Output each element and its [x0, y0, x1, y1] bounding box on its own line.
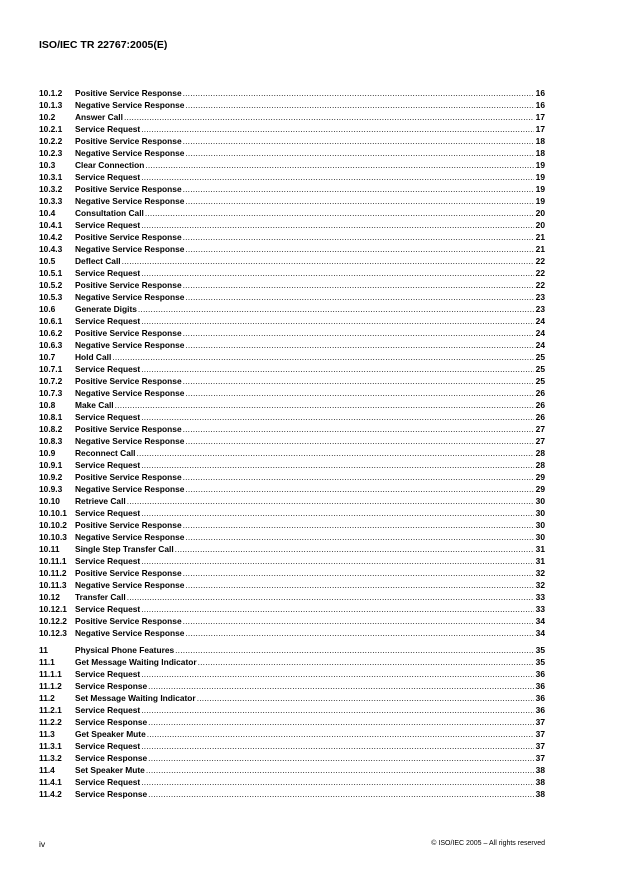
toc-entry-number: 10.11.3	[39, 580, 67, 590]
toc-entry-page: 22	[535, 256, 545, 266]
toc-entry-page: 24	[535, 328, 545, 338]
toc-entry-number: 10.2.2	[39, 136, 63, 146]
toc-entry-title: Consultation Call	[75, 208, 144, 218]
toc-entry[interactable]	[39, 471, 545, 483]
toc-dot-leader	[138, 303, 534, 315]
toc-entry-page: 34	[535, 616, 545, 626]
toc-dot-leader	[146, 764, 534, 776]
toc-entry[interactable]	[39, 279, 545, 291]
toc-entry[interactable]	[39, 123, 545, 135]
toc-entry-title: Service Request	[75, 220, 141, 230]
toc-entry-number: 10.6.2	[39, 328, 63, 338]
toc-entry[interactable]	[39, 483, 545, 495]
toc-entry-page: 37	[535, 729, 545, 739]
toc-dot-leader	[185, 147, 534, 159]
toc-entry-number: 11.2.1	[39, 705, 62, 715]
toc-dot-leader	[183, 519, 534, 531]
toc-entry-page: 37	[535, 753, 545, 763]
toc-entry-number: 10.5	[39, 256, 56, 266]
toc-entry-number: 10.5.2	[39, 280, 63, 290]
toc-entry[interactable]	[39, 704, 545, 716]
toc-dot-leader	[183, 327, 534, 339]
toc-dot-leader	[148, 752, 534, 764]
toc-entry-number: 11	[39, 645, 48, 655]
toc-entry[interactable]	[39, 447, 545, 459]
toc-entry[interactable]	[39, 99, 545, 111]
toc-entry-number: 10.7.3	[39, 388, 63, 398]
toc-entry[interactable]	[39, 339, 545, 351]
toc-dot-leader	[183, 615, 534, 627]
toc-entry-page: 38	[535, 789, 545, 799]
toc-entry-title: Get Speaker Mute	[75, 729, 146, 739]
toc-entry-number: 10.6.3	[39, 340, 63, 350]
toc-dot-leader	[185, 627, 534, 639]
toc-entry-page: 26	[535, 388, 545, 398]
toc-entry[interactable]	[39, 591, 545, 603]
toc-entry[interactable]	[39, 644, 545, 656]
toc-entry-number: 10.5.1	[39, 268, 63, 278]
toc-dot-leader	[141, 171, 534, 183]
toc-entry-title: Generate Digits	[75, 304, 137, 314]
toc-entry-title: Negative Service Response	[75, 244, 185, 254]
toc-dot-leader	[183, 279, 534, 291]
toc-entry-title: Positive Service Response	[75, 328, 182, 338]
toc-dot-leader	[141, 603, 534, 615]
toc-entry-title: Deflect Call	[75, 256, 121, 266]
toc-entry-number: 11.4.2	[39, 789, 62, 799]
toc-entry[interactable]	[39, 495, 545, 507]
toc-entry-number: 10.10.1	[39, 508, 67, 518]
toc-entry-title: Hold Call	[75, 352, 112, 362]
toc-entry[interactable]	[39, 692, 545, 704]
toc-entry-page: 26	[535, 400, 545, 410]
toc-entry-number: 10.1.3	[39, 100, 63, 110]
toc-entry-title: Negative Service Response	[75, 196, 185, 206]
toc-entry-title: Service Response	[75, 789, 148, 799]
toc-entry[interactable]	[39, 519, 545, 531]
toc-entry-title: Service Response	[75, 681, 148, 691]
toc-entry-number: 11.1	[39, 657, 55, 667]
toc-entry-title: Service Request	[75, 124, 141, 134]
toc-entry-title: Service Request	[75, 604, 141, 614]
toc-entry-page: 29	[535, 484, 545, 494]
toc-entry-number: 11.1.1	[39, 669, 62, 679]
toc-dot-leader	[115, 399, 534, 411]
toc-entry[interactable]	[39, 459, 545, 471]
toc-entry[interactable]	[39, 267, 545, 279]
toc-entry[interactable]	[39, 219, 545, 231]
toc-dot-leader	[141, 123, 534, 135]
copyright-notice: © ISO/IEC 2005 – All rights reserved	[431, 840, 545, 847]
toc-entry-page: 21	[535, 244, 545, 254]
toc-dot-leader	[183, 375, 534, 387]
toc-entry[interactable]	[39, 507, 545, 519]
toc-entry-number: 10.3.2	[39, 184, 63, 194]
toc-dot-leader	[148, 788, 534, 800]
toc-entry-page: 36	[535, 681, 545, 691]
toc-entry-page: 22	[535, 268, 545, 278]
toc-dot-leader	[127, 591, 534, 603]
toc-entry-page: 24	[535, 340, 545, 350]
toc-entry-page: 26	[535, 412, 545, 422]
toc-dot-leader	[183, 231, 534, 243]
toc-entry-page: 31	[535, 556, 545, 566]
toc-entry[interactable]	[39, 291, 545, 303]
toc-entry-page: 38	[535, 777, 545, 787]
toc-entry-number: 10.4.1	[39, 220, 63, 230]
document-header: ISO/IEC TR 22767:2005(E)	[39, 39, 168, 51]
toc-dot-leader	[185, 99, 534, 111]
toc-entry-page: 23	[535, 292, 545, 302]
toc-entry-title: Negative Service Response	[75, 388, 185, 398]
toc-entry-number: 10.7	[39, 352, 56, 362]
toc-entry-number: 10.3.1	[39, 172, 63, 182]
toc-entry[interactable]	[39, 327, 545, 339]
toc-dot-leader	[185, 483, 534, 495]
toc-entry-title: Service Request	[75, 316, 141, 326]
toc-entry-title: Service Request	[75, 556, 141, 566]
toc-entry[interactable]	[39, 147, 545, 159]
toc-entry-number: 10.3.3	[39, 196, 63, 206]
toc-entry-page: 20	[535, 208, 545, 218]
toc-entry-title: Service Request	[75, 777, 141, 787]
toc-entry-page: 18	[535, 136, 545, 146]
toc-entry-page: 33	[535, 592, 545, 602]
toc-entry-title: Reconnect Call	[75, 448, 136, 458]
toc-entry-number: 10.10.3	[39, 532, 67, 542]
toc-entry-number: 10.11.1	[39, 556, 67, 566]
toc-entry-page: 20	[535, 220, 545, 230]
toc-entry[interactable]	[39, 776, 545, 788]
toc-entry-number: 10.1.2	[39, 88, 63, 98]
toc-entry-page: 35	[535, 645, 545, 655]
toc-dot-leader	[141, 668, 534, 680]
toc-entry-page: 38	[535, 765, 545, 775]
toc-entry[interactable]	[39, 315, 545, 327]
toc-dot-leader	[183, 183, 534, 195]
toc-entry[interactable]	[39, 788, 545, 800]
toc-entry-number: 10.3	[39, 160, 56, 170]
toc-dot-leader	[112, 351, 534, 363]
toc-entry-title: Negative Service Response	[75, 628, 185, 638]
toc-entry-page: 19	[535, 160, 545, 170]
toc-entry-number: 11.4.1	[39, 777, 62, 787]
toc-dot-leader	[175, 543, 534, 555]
toc-entry-number: 10.10.2	[39, 520, 67, 530]
toc-entry-number: 10.6.1	[39, 316, 63, 326]
toc-entry-page: 25	[535, 376, 545, 386]
toc-entry-page: 37	[535, 741, 545, 751]
toc-entry-title: Negative Service Response	[75, 292, 185, 302]
toc-entry-number: 11.3.1	[39, 741, 62, 751]
toc-entry-title: Service Response	[75, 717, 148, 727]
toc-entry-number: 10.7.2	[39, 376, 63, 386]
toc-dot-leader	[127, 495, 534, 507]
toc-entry[interactable]	[39, 740, 545, 752]
toc-entry-number: 10.5.3	[39, 292, 63, 302]
toc-entry-number: 10.11	[39, 544, 60, 554]
toc-entry-page: 16	[535, 88, 545, 98]
toc-dot-leader	[185, 195, 534, 207]
toc-entry[interactable]	[39, 111, 545, 123]
toc-entry-page: 28	[535, 448, 545, 458]
toc-entry-title: Service Request	[75, 705, 141, 715]
toc-dot-leader	[141, 459, 534, 471]
toc-dot-leader	[122, 255, 534, 267]
toc-entry[interactable]	[39, 387, 545, 399]
toc-entry-number: 10.10	[39, 496, 60, 506]
toc-entry-title: Answer Call	[75, 112, 123, 122]
toc-entry-number: 11.1.2	[39, 681, 62, 691]
toc-entry-number: 10.12.3	[39, 628, 67, 638]
toc-entry-page: 16	[535, 100, 545, 110]
toc-entry-page: 36	[535, 693, 545, 703]
toc-entry-page: 30	[535, 532, 545, 542]
toc-entry-number: 10.2.1	[39, 124, 63, 134]
toc-entry-number: 10.8.1	[39, 412, 63, 422]
toc-entry-number: 10.2	[39, 112, 56, 122]
toc-entry-number: 10.9.3	[39, 484, 63, 494]
toc-entry-title: Negative Service Response	[75, 340, 185, 350]
toc-entry[interactable]	[39, 603, 545, 615]
toc-entry-page: 23	[535, 304, 545, 314]
toc-dot-leader	[141, 411, 534, 423]
toc-dot-leader	[141, 315, 534, 327]
toc-entry-page: 28	[535, 460, 545, 470]
toc-dot-leader	[148, 716, 534, 728]
toc-entry-page: 36	[535, 705, 545, 715]
toc-entry-page: 35	[535, 657, 545, 667]
toc-entry[interactable]	[39, 87, 545, 99]
toc-entry[interactable]	[39, 351, 545, 363]
toc-entry-page: 21	[535, 232, 545, 242]
toc-entry-page: 19	[535, 196, 545, 206]
toc-entry-number: 11.4	[39, 765, 55, 775]
toc-dot-leader	[141, 363, 534, 375]
toc-entry-number: 10.8.2	[39, 424, 63, 434]
toc-entry-title: Positive Service Response	[75, 520, 182, 530]
toc-dot-leader	[183, 471, 534, 483]
toc-entry-number: 10.11.2	[39, 568, 67, 578]
toc-dot-leader	[197, 692, 534, 704]
toc-entry[interactable]	[39, 171, 545, 183]
toc-entry-title: Service Request	[75, 741, 141, 751]
toc-entry-page: 25	[535, 352, 545, 362]
toc-entry-title: Physical Phone Features	[75, 645, 175, 655]
toc-entry-title: Negative Service Response	[75, 532, 185, 542]
toc-dot-leader	[147, 728, 534, 740]
toc-entry-title: Positive Service Response	[75, 616, 182, 626]
toc-entry[interactable]	[39, 399, 545, 411]
toc-dot-leader	[183, 423, 534, 435]
toc-entry[interactable]	[39, 764, 545, 776]
toc-entry-number: 10.12.1	[39, 604, 67, 614]
toc-entry-page: 19	[535, 184, 545, 194]
toc-entry-title: Service Request	[75, 364, 141, 374]
toc-dot-leader	[185, 579, 534, 591]
toc-entry-page: 34	[535, 628, 545, 638]
toc-entry[interactable]	[39, 656, 545, 668]
toc-entry[interactable]	[39, 183, 545, 195]
toc-dot-leader	[141, 704, 534, 716]
toc-dot-leader	[145, 159, 534, 171]
toc-entry-title: Make Call	[75, 400, 114, 410]
toc-entry[interactable]	[39, 567, 545, 579]
toc-entry-page: 24	[535, 316, 545, 326]
toc-entry[interactable]	[39, 231, 545, 243]
toc-entry[interactable]	[39, 423, 545, 435]
toc-entry-title: Service Request	[75, 172, 141, 182]
toc-dot-leader	[141, 267, 534, 279]
table-of-contents	[39, 87, 545, 800]
toc-entry[interactable]	[39, 752, 545, 764]
toc-entry[interactable]	[39, 411, 545, 423]
toc-entry[interactable]	[39, 303, 545, 315]
toc-entry-title: Service Request	[75, 460, 141, 470]
toc-entry[interactable]	[39, 668, 545, 680]
toc-entry[interactable]	[39, 716, 545, 728]
toc-entry[interactable]	[39, 579, 545, 591]
toc-dot-leader	[137, 447, 534, 459]
toc-entry-title: Single Step Transfer Call	[75, 544, 174, 554]
toc-entry-number: 10.6	[39, 304, 56, 314]
toc-entry[interactable]	[39, 680, 545, 692]
toc-entry-title: Get Message Waiting Indicator	[75, 657, 197, 667]
toc-entry-page: 30	[535, 508, 545, 518]
toc-entry-number: 10.12	[39, 592, 60, 602]
toc-dot-leader	[141, 776, 534, 788]
toc-entry-page: 22	[535, 280, 545, 290]
toc-entry-page: 32	[535, 580, 545, 590]
toc-dot-leader	[198, 656, 534, 668]
toc-entry-title: Service Response	[75, 753, 148, 763]
toc-dot-leader	[145, 207, 534, 219]
toc-entry-title: Positive Service Response	[75, 232, 182, 242]
toc-entry-number: 10.12.2	[39, 616, 67, 626]
toc-dot-leader	[141, 219, 534, 231]
toc-entry[interactable]	[39, 543, 545, 555]
page-number: iv	[39, 839, 46, 849]
toc-entry[interactable]	[39, 195, 545, 207]
toc-entry-title: Positive Service Response	[75, 472, 182, 482]
toc-dot-leader	[185, 291, 534, 303]
toc-dot-leader	[183, 135, 534, 147]
toc-entry-page: 37	[535, 717, 545, 727]
toc-entry-page: 27	[535, 436, 545, 446]
toc-dot-leader	[185, 339, 534, 351]
toc-entry-title: Service Request	[75, 669, 141, 679]
toc-dot-leader	[141, 507, 534, 519]
toc-dot-leader	[148, 680, 534, 692]
toc-entry-page: 32	[535, 568, 545, 578]
toc-entry-page: 27	[535, 424, 545, 434]
toc-entry-number: 10.8.3	[39, 436, 63, 446]
toc-entry-number: 10.9.1	[39, 460, 63, 470]
toc-entry-number: 10.7.1	[39, 364, 63, 374]
toc-entry-title: Service Request	[75, 508, 141, 518]
toc-entry-title: Negative Service Response	[75, 100, 185, 110]
toc-entry-number: 11.2	[39, 693, 55, 703]
toc-entry[interactable]	[39, 243, 545, 255]
toc-entry-title: Negative Service Response	[75, 436, 185, 446]
toc-dot-leader	[185, 387, 534, 399]
toc-entry-title: Positive Service Response	[75, 136, 182, 146]
toc-entry-number: 10.9	[39, 448, 56, 458]
toc-entry-number: 10.2.3	[39, 148, 63, 158]
toc-dot-leader	[124, 111, 534, 123]
toc-entry-title: Positive Service Response	[75, 280, 182, 290]
toc-entry-title: Set Speaker Mute	[75, 765, 145, 775]
toc-entry-title: Transfer Call	[75, 592, 126, 602]
toc-entry-page: 30	[535, 520, 545, 530]
toc-entry[interactable]	[39, 728, 545, 740]
toc-entry-number: 11.2.2	[39, 717, 62, 727]
toc-entry-number: 10.4.2	[39, 232, 63, 242]
toc-entry-title: Positive Service Response	[75, 88, 182, 98]
toc-entry[interactable]	[39, 435, 545, 447]
toc-entry-page: 30	[535, 496, 545, 506]
toc-entry-title: Service Request	[75, 412, 141, 422]
toc-entry-page: 25	[535, 364, 545, 374]
toc-entry-page: 17	[535, 112, 545, 122]
toc-entry-page: 36	[535, 669, 545, 679]
toc-entry-title: Negative Service Response	[75, 148, 185, 158]
toc-entry-title: Negative Service Response	[75, 484, 185, 494]
toc-entry[interactable]	[39, 207, 545, 219]
toc-dot-leader	[185, 531, 534, 543]
toc-entry-page: 29	[535, 472, 545, 482]
toc-entry[interactable]	[39, 627, 545, 639]
toc-entry-page: 33	[535, 604, 545, 614]
toc-entry[interactable]	[39, 531, 545, 543]
toc-entry-title: Clear Connection	[75, 160, 145, 170]
toc-entry-number: 11.3	[39, 729, 55, 739]
toc-entry-number: 10.9.2	[39, 472, 63, 482]
toc-entry-title: Set Message Waiting Indicator	[75, 693, 196, 703]
toc-entry-number: 10.8	[39, 400, 56, 410]
toc-entry-title: Positive Service Response	[75, 424, 182, 434]
toc-dot-leader	[175, 644, 534, 656]
toc-entry-title: Service Request	[75, 268, 141, 278]
toc-entry[interactable]	[39, 363, 545, 375]
toc-entry-page: 18	[535, 148, 545, 158]
toc-entry-page: 31	[535, 544, 545, 554]
toc-entry-number: 10.4.3	[39, 244, 63, 254]
toc-dot-leader	[183, 567, 534, 579]
toc-entry-title: Positive Service Response	[75, 376, 182, 386]
toc-entry[interactable]	[39, 255, 545, 267]
toc-entry-title: Positive Service Response	[75, 184, 182, 194]
toc-entry-title: Positive Service Response	[75, 568, 182, 578]
toc-entry-page: 17	[535, 124, 545, 134]
toc-entry-page: 19	[535, 172, 545, 182]
toc-dot-leader	[141, 555, 534, 567]
toc-entry[interactable]	[39, 375, 545, 387]
toc-entry-number: 11.3.2	[39, 753, 62, 763]
toc-dot-leader	[185, 435, 534, 447]
toc-entry[interactable]	[39, 555, 545, 567]
toc-dot-leader	[141, 740, 534, 752]
toc-entry-title: Negative Service Response	[75, 580, 185, 590]
toc-entry-number: 10.4	[39, 208, 56, 218]
toc-entry[interactable]	[39, 135, 545, 147]
toc-entry[interactable]	[39, 159, 545, 171]
toc-dot-leader	[183, 87, 534, 99]
toc-entry[interactable]	[39, 615, 545, 627]
toc-entry-title: Retrieve Call	[75, 496, 126, 506]
toc-dot-leader	[185, 243, 534, 255]
